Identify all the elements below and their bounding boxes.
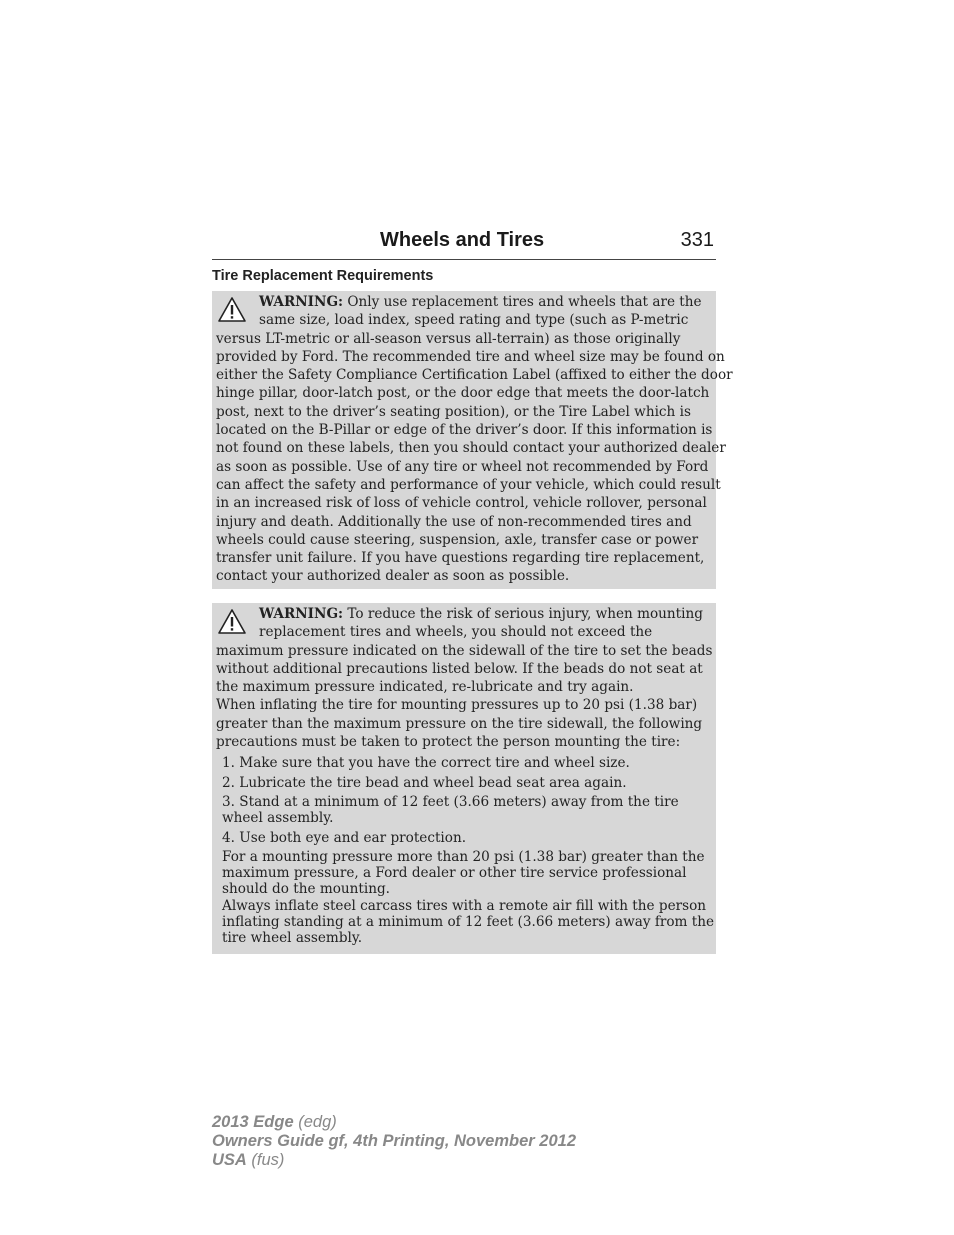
note-line: inflating standing at a minimum of 12 feet (3.66 meters) away from the — [222, 914, 715, 931]
warning-line — [216, 293, 710, 311]
warning-line — [216, 605, 710, 623]
warning-line: in an increased risk of loss of vehicle control, vehicle rollover, personal — [216, 495, 707, 512]
note-line: should do the mounting. — [222, 881, 391, 898]
warning-label: WARNING: — [259, 294, 344, 310]
mounting-pressure-note — [216, 849, 710, 898]
warning-triangle-icon — [217, 296, 247, 323]
precaution-intro-line: precautions must be taken to protect the person mounting the tire: — [216, 734, 681, 751]
warning-line: either the Safety Compliance Certification Label (affixed to either the door — [216, 367, 733, 384]
precaution-step — [222, 830, 710, 846]
footer-model-code: (edg) — [293, 1113, 337, 1131]
warning-line: versus LT-metric or all-season versus all-terrain) as those originally — [216, 330, 681, 347]
warning-triangle-icon — [217, 608, 247, 635]
page-footer — [212, 1113, 576, 1170]
page-number: 331 — [680, 229, 714, 251]
warning-line: can affect the safety and performance of your vehicle, which could result — [216, 476, 721, 493]
precaution-step-line: wheel assembly. — [222, 810, 334, 827]
warning-line: without additional precautions listed below. If the beads do not seat at — [216, 660, 703, 677]
warning-box-1 — [212, 291, 733, 589]
warning-line: provided by Ford. The recommended tire and wheel size may be found on — [216, 348, 725, 365]
note-line: Always inflate steel carcass tires with a remote air fill with the person — [222, 897, 707, 914]
warning-line: hinge pillar, door-latch post, or the door edge that meets the door-latch — [216, 385, 710, 402]
precaution-step-line: 4. Use both eye and ear protection. — [222, 829, 467, 846]
chapter-title: Wheels and Tires — [380, 229, 545, 251]
precaution-step-line: 1. Make sure that you have the correct tire and wheel size. — [222, 755, 630, 772]
note-line: For a mounting pressure more than 20 psi (1.38 bar) greater than the — [222, 848, 705, 865]
precaution-step-line: 3. Stand at a minimum of 12 feet (3.66 meters) away from the tire — [222, 793, 679, 810]
warning-line: replacement tires and wheels, you should not exceed the — [259, 624, 653, 641]
warning-line: the maximum pressure indicated, re-lubricate and try again. — [216, 679, 634, 696]
footer-model-line — [212, 1113, 576, 1132]
footer-market: USA — [212, 1151, 247, 1169]
warning-line: transfer unit failure. If you have questions regarding tire replacement, — [216, 550, 705, 567]
inflation-precautions-text — [216, 696, 710, 751]
warning-line-text: To reduce the risk of serious injury, when mounting — [343, 606, 703, 622]
warning-line: post, next to the driver’s seating position), or the Tire Label which is — [216, 403, 691, 420]
warning-line: same size, load index, speed rating and type (such as P-metric — [259, 312, 689, 329]
footer-model: 2013 Edge — [212, 1113, 294, 1131]
warning-2-text — [216, 603, 713, 696]
note-line: maximum pressure, a Ford dealer or other tire service professional — [222, 865, 687, 882]
warning-box-2 — [212, 603, 716, 954]
warning-line: wheels could cause steering, suspension, axle, transfer case or power — [216, 531, 699, 548]
steel-carcass-note — [216, 897, 715, 947]
warning-line: located on the B-Pillar or edge of the driver’s door. If this information is — [216, 422, 713, 439]
precaution-step-line: 2. Lubricate the tire bead and wheel bead seat area again. — [222, 774, 627, 791]
footer-guide-line — [212, 1132, 576, 1151]
precaution-intro-line: When inflating the tire for mounting pressures up to 20 psi (1.38 bar) — [216, 697, 698, 714]
section-heading: Tire Replacement Requirements — [212, 268, 434, 284]
warning-line: injury and death. Additionally the use of non-recommended tires and — [216, 513, 692, 530]
warning-line: as soon as possible. Use of any tire or wheel not recommended by Ford — [216, 458, 709, 475]
warning-line-text: Only use replacement tires and wheels that are the — [343, 294, 702, 310]
footer-guide: Owners Guide gf, 4th Printing, November 2012 — [212, 1132, 576, 1150]
precaution-step — [222, 794, 710, 827]
warning-line: not found on these labels, then you should contact your authorized dealer — [216, 440, 726, 457]
precaution-step — [222, 775, 710, 791]
warning-label: WARNING: — [259, 606, 344, 622]
footer-market-line — [212, 1151, 576, 1170]
warning-line: maximum pressure indicated on the sidewall of the tire to set the beads — [216, 642, 713, 659]
precaution-step — [222, 755, 710, 771]
precaution-steps-list — [216, 755, 710, 845]
footer-market-code: (fus) — [246, 1151, 285, 1169]
warning-line: contact your authorized dealer as soon as possible. — [216, 568, 570, 585]
page-header — [212, 229, 716, 260]
warning-1-text — [216, 291, 733, 586]
note-line: tire wheel assembly. — [222, 930, 363, 947]
precaution-intro-line: greater than the maximum pressure on the tire sidewall, the following — [216, 715, 703, 732]
